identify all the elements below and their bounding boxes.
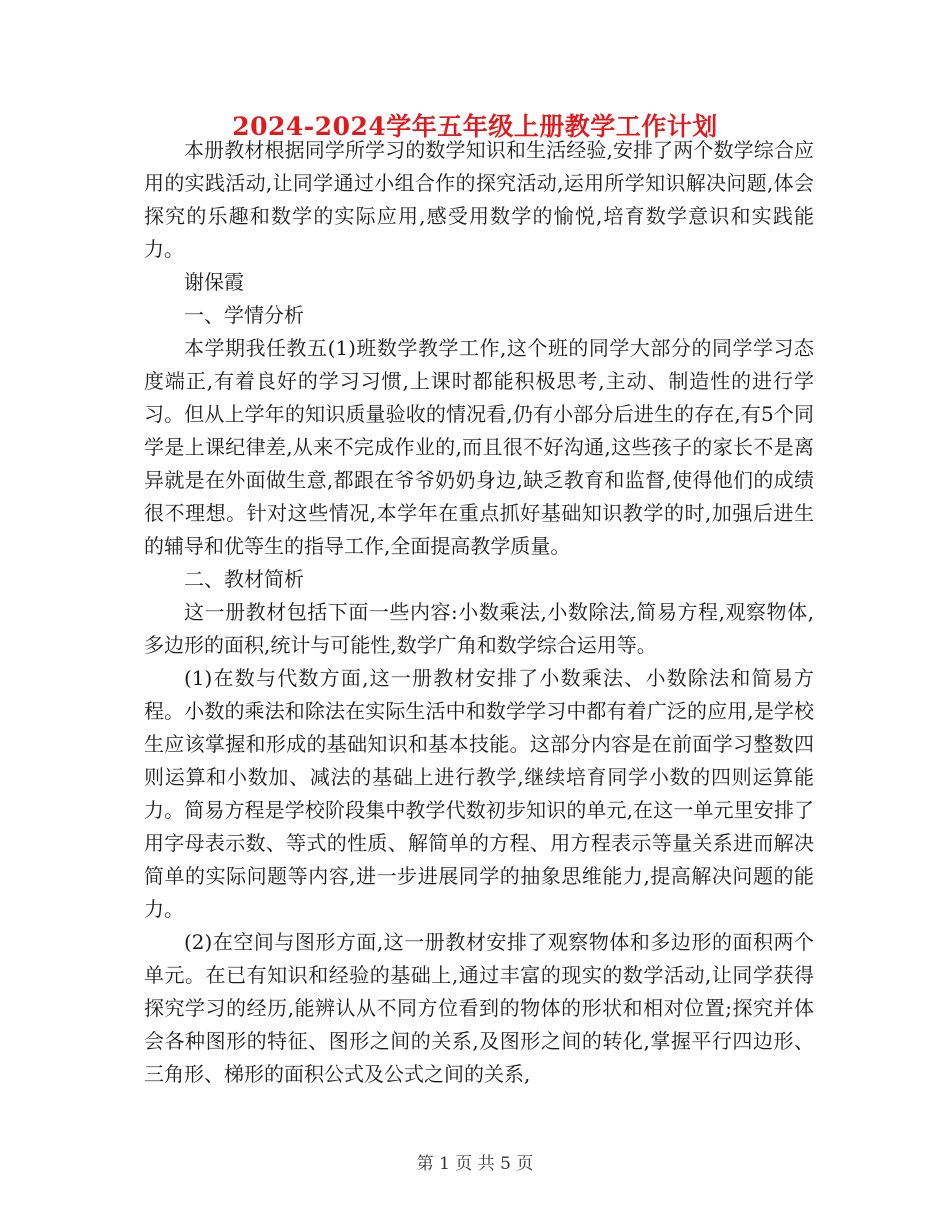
section-heading-1: 一、学情分析 [184,303,304,327]
document-body [144,134,814,1091]
paragraph-author: 谢保霞 [184,270,244,294]
paragraph-space-geometry: (2)在空间与图形方面,这一册教材安排了观察物体和多边形的面积两个单元。在已有知识和经验的基础上,通过丰富的现实的数学活动,让同学获得探究学习的经历,能辨认从不同方位看到的物体的形状和相对位置;探究并体会各种图形的特征、图形之间的关系,及图形之间的转化,掌握平行四边形、三角形、梯形的面积公式及公式之间的关系, [144,930,814,1086]
paragraph-number-algebra: (1)在数与代数方面,这一册教材安排了小数乘法、小数除法和简易方程。小数的乘法和除法在实际生活中和数学学习中都有着广泛的应用,是学校生应该掌握和形成的基础知识和基本技能。这部分内容是在前面学习整数四则运算和小数加、减法的基础上进行教学,继续培育同学小数的四则运算能力。简易方程是学校阶段集中教学代数初步知识的单元,在这一单元里安排了用字母表示数、等式的性质、解简单的方程、用方程表示等量关系进而解决简单的实际问题等内容,进一步进展同学的抽象思维能力,提高解决问题的能力。 [144,666,814,921]
page-footer: 第 1 页 共 5 页 [416,1154,534,1174]
document-title: 2024-2024学年五年级上册教学工作计划 [232,112,718,141]
section-heading-2: 二、教材简析 [184,567,304,591]
paragraph-intro: 本册教材根据同学所学习的数学知识和生活经验,安排了两个数学综合应用的实践活动,让同学通过小组合作的探究活动,运用所学知识解决问题,体会探究的乐趣和数学的实际应用,感受用数学的愉悦,培育数学意识和实践能力。 [144,138,814,261]
paragraph-student-analysis: 本学期我任教五(1)班数学教学工作,这个班的同学大部分的同学学习态度端正,有着良好的学习习惯,上课时都能积极思考,主动、制造性的进行学习。但从上学年的知识质量验收的情况看,仍有小部分后进生的存在,有5个同学是上课纪律差,从来不完成作业的,而且很不好沟通,这些孩子的家长不是离异就是在外面做生意,都跟在爷爷奶奶身边,缺乏教育和监督,使得他们的成绩很不理想。针对这些情况,本学年在重点抓好基础知识教学的时,加强后进生的辅导和优等生的指导工作,全面提高教学质量。 [144,336,814,558]
paragraph-textbook-contents: 这一册教材包括下面一些内容:小数乘法,小数除法,简易方程,观察物体,多边形的面积,统计与可能性,数学广角和数学综合运用等。 [144,600,814,657]
